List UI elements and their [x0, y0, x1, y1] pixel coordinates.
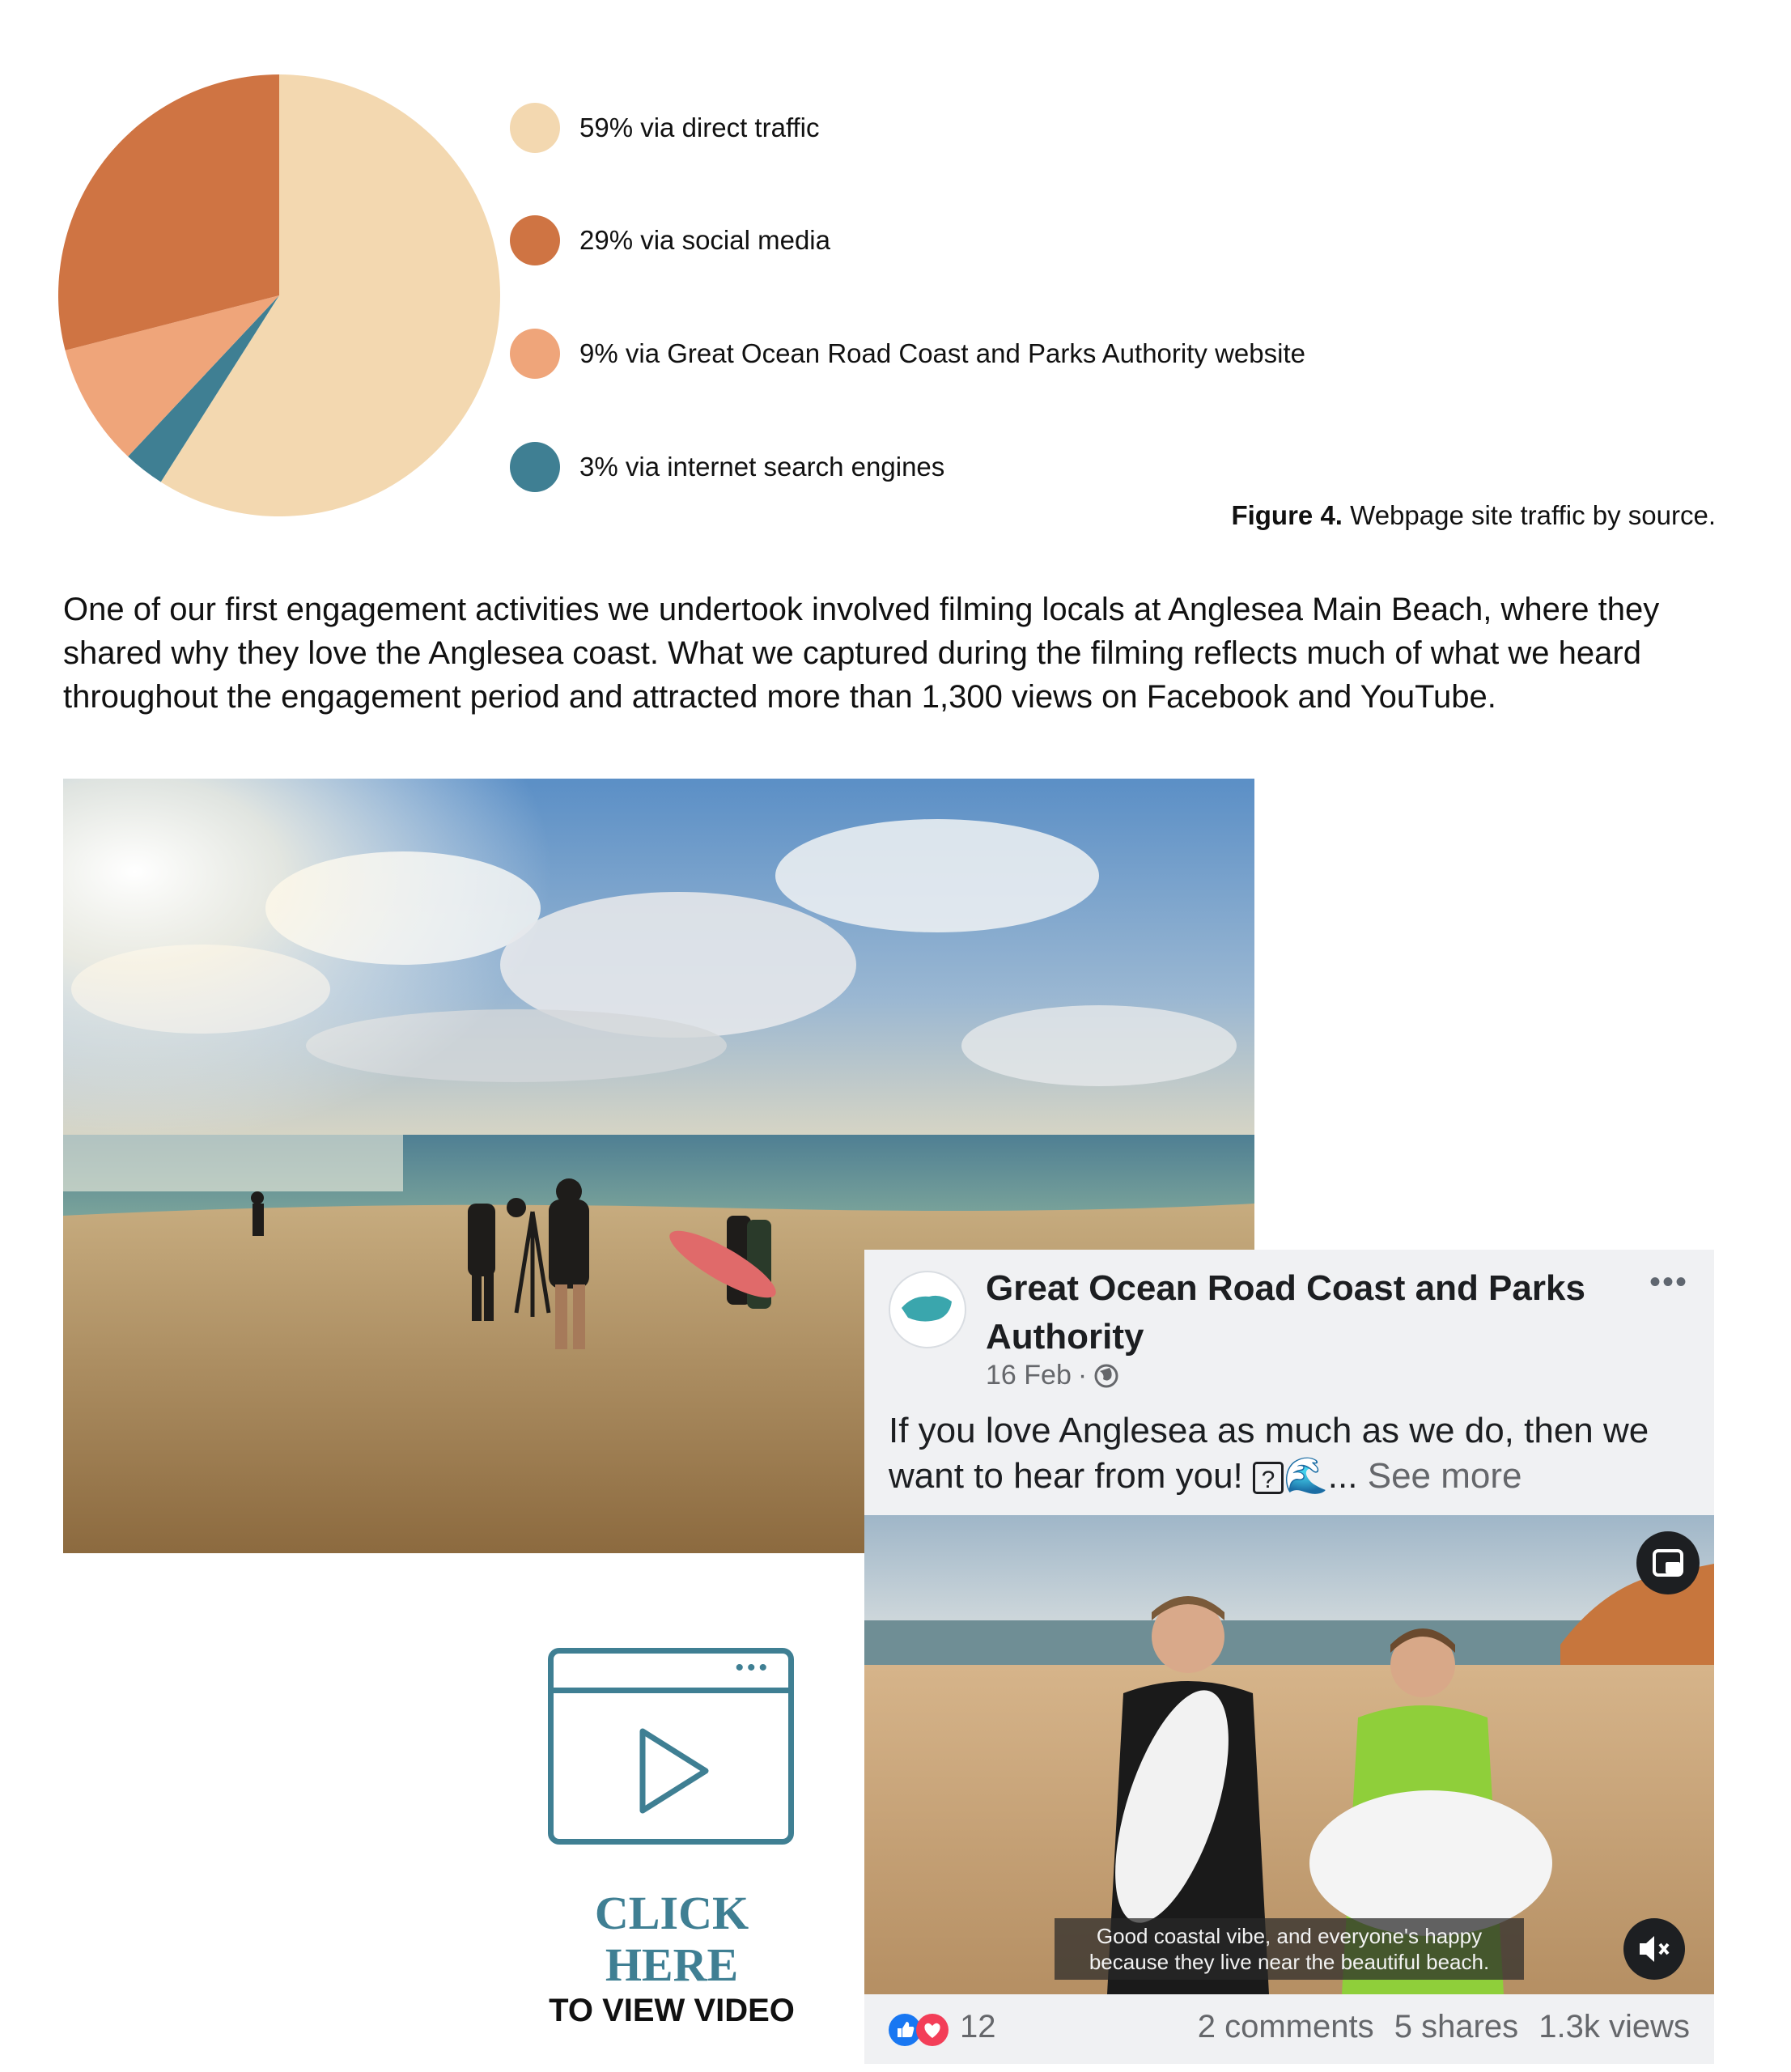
here-label: HERE [605, 1938, 739, 1991]
legend-swatch [510, 329, 560, 379]
post-video[interactable] [864, 1515, 1714, 1994]
page-name[interactable]: Great Ocean Road Coast and Parks Authority [986, 1268, 1585, 1357]
gorcapa-logo-icon [890, 1272, 965, 1347]
legend-item-gorcapa-website [510, 328, 1305, 380]
legend-label: 9% via Great Ocean Road Coast and Parks Authority website [579, 338, 1305, 368]
globe-icon [1093, 1363, 1119, 1389]
video-player-icon[interactable] [548, 1648, 794, 1845]
view-video-label[interactable]: TO VIEW VIDEO [549, 1993, 795, 2028]
pie-chart [57, 73, 502, 518]
like-love-reactions-icon[interactable] [887, 2012, 955, 2048]
play-icon [638, 1726, 712, 1815]
meta-separator: · [1077, 1360, 1088, 1391]
click-here-link[interactable] [486, 1887, 858, 1991]
more-dots-icon: ••• [735, 1654, 770, 1681]
legend-label: 3% via internet search engines [579, 452, 945, 482]
video-subtitle: Good coastal vibe, and everyone's happy because they live near the beautiful beach. [1055, 1918, 1524, 1980]
see-more-link[interactable]: See more [1367, 1456, 1522, 1496]
reaction-count[interactable]: 12 [960, 2009, 996, 2044]
click-label: CLICK [594, 1887, 749, 1939]
page-avatar[interactable] [889, 1271, 966, 1348]
text-ellipsis: ... [1327, 1456, 1358, 1496]
unknown-glyph-icon: ? [1253, 1462, 1284, 1494]
mute-icon[interactable] [1623, 1918, 1685, 1980]
facebook-post [864, 1250, 1714, 2064]
post-footer [864, 1994, 1714, 2064]
shares-count[interactable]: 5 shares [1394, 2009, 1519, 2044]
post-date[interactable]: 16 Feb [986, 1360, 1072, 1391]
more-options-icon[interactable]: ••• [1649, 1264, 1688, 1300]
figure-number: Figure 4. [1231, 500, 1343, 530]
legend-item-social-media [510, 214, 830, 266]
window-bar [554, 1688, 788, 1693]
legend-item-search-engines [510, 441, 944, 493]
legend-label: 59% via direct traffic [579, 113, 820, 142]
body-paragraph: One of our first engagement activities we undertook involved filming locals at Anglesea Main Beach, where they shared why they love the Anglesea coast. What we captured during the filming reflects much of what we heard throughout the engagement period and attracted more than 1,300 views on Facebook and YouTube. [63, 592, 1660, 715]
post-meta [986, 1360, 1119, 1391]
figure-caption-text: Webpage site traffic by source. [1342, 500, 1716, 530]
picture-in-picture-icon[interactable] [1636, 1531, 1700, 1594]
legend-swatch [510, 103, 560, 153]
legend-swatch [510, 442, 560, 492]
post-message: If you love Anglesea as much as we do, then we want to hear from you! [889, 1411, 1649, 1496]
engagement-stats [1186, 2009, 1690, 2045]
wave-emoji-icon: 🌊 [1284, 1456, 1328, 1496]
views-count: 1.3k views [1538, 2009, 1690, 2044]
figure-caption [1231, 500, 1716, 531]
comments-count[interactable]: 2 comments [1197, 2009, 1374, 2044]
post-text [889, 1408, 1698, 1499]
legend-item-direct-traffic [510, 102, 820, 154]
legend-label: 29% via social media [579, 225, 830, 255]
legend-swatch [510, 215, 560, 265]
